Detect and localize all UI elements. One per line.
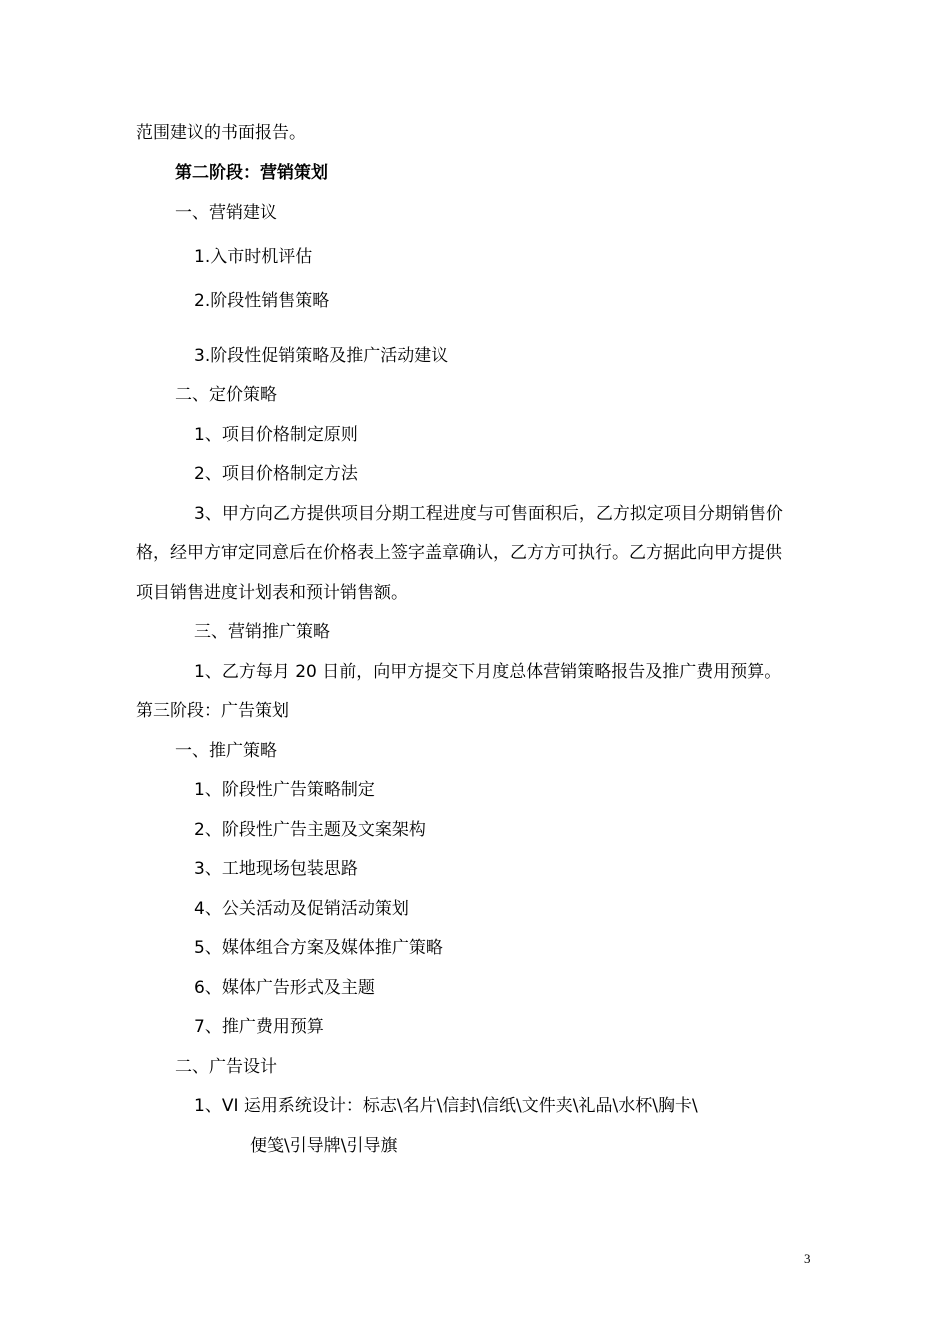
list-item: 1、阶段性广告策略制定	[194, 780, 375, 800]
list-item: 2、项目价格制定方法	[194, 464, 358, 484]
page-number: 3	[804, 1251, 811, 1266]
list-item: 4、公关活动及促销活动策划	[194, 899, 409, 919]
list-item: 1.入市时机评估	[194, 247, 313, 267]
list-item: 3.阶段性促销策略及推广活动建议	[194, 346, 449, 366]
subsection-heading: 一、推广策略	[175, 741, 277, 761]
list-item: 2.阶段性销售策略	[194, 291, 330, 311]
list-item: 5、媒体组合方案及媒体推广策略	[194, 938, 443, 958]
paragraph-line: 3、甲方向乙方提供项目分期工程进度与可售面积后，乙方拟定项目分期销售价	[194, 504, 783, 524]
list-item: 3、工地现场包装思路	[194, 859, 358, 879]
paragraph-line: 格，经甲方审定同意后在价格表上签字盖章确认，乙方方可执行。乙方据此向甲方提供	[136, 543, 782, 563]
list-item: 6、媒体广告形式及主题	[194, 978, 375, 998]
list-item: 1、VI 运用系统设计：标志\名片\信封\信纸\文件夹\礼品\水杯\胸卡\	[194, 1096, 698, 1116]
list-item: 1、项目价格制定原则	[194, 425, 358, 445]
list-item: 2、阶段性广告主题及文案架构	[194, 820, 426, 840]
section-heading: 第二阶段：营销策划	[175, 163, 328, 183]
subsection-heading: 二、广告设计	[175, 1057, 277, 1077]
paragraph-line: 1、乙方每月 20 日前，向甲方提交下月度总体营销策略报告及推广费用预算。	[194, 662, 782, 682]
list-item-continuation: 便笺\引导牌\引导旗	[250, 1136, 398, 1156]
subsection-heading: 二、定价策略	[175, 385, 277, 405]
subsection-heading: 三、营销推广策略	[194, 622, 330, 642]
paragraph-line: 项目销售进度计划表和预计销售额。	[136, 583, 408, 603]
list-item: 7、推广费用预算	[194, 1017, 324, 1037]
body-text-line: 范围建议的书面报告。	[136, 123, 306, 143]
subsection-heading: 一、营销建议	[175, 203, 277, 223]
section-heading: 第三阶段：广告策划	[136, 701, 289, 721]
